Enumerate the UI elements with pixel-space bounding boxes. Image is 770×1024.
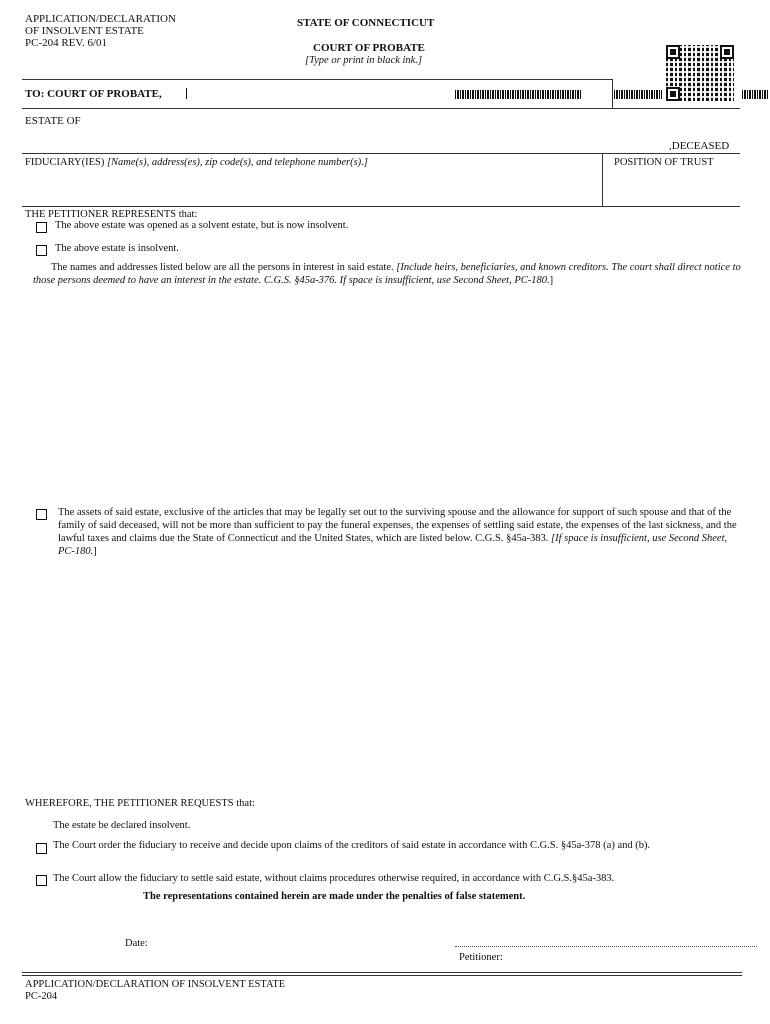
petitioner-signature-line[interactable]	[455, 946, 757, 947]
claims-procedure-checkbox[interactable]	[36, 843, 47, 854]
estate-label: ESTATE OF	[25, 115, 81, 127]
form-title-line1: APPLICATION/DECLARATION	[25, 13, 176, 25]
persons-list-area[interactable]	[33, 302, 743, 500]
represents-heading: THE PETITIONER REPRESENTS that:	[25, 209, 198, 220]
form-id: PC-204 REV. 6/01	[25, 37, 108, 49]
barcode-icon	[455, 90, 581, 99]
footer-form-id: PC-204	[25, 991, 58, 1002]
settle-without-claims-checkbox[interactable]	[36, 875, 47, 886]
solvent-now-insolvent-label: The above estate was opened as a solvent estate, but is now insolvent.	[55, 220, 349, 231]
barcode-icon-3	[742, 90, 768, 99]
assets-insufficient-checkbox[interactable]	[36, 509, 47, 520]
petitioner-label: Petitioner:	[459, 952, 503, 963]
penalty-statement: The representations contained herein are made under the penalties of false statement.	[143, 891, 526, 902]
declared-insolvent-text: The estate be declared insolvent.	[53, 820, 191, 831]
state-heading: STATE OF CONNECTICUT	[297, 17, 435, 29]
fiduciary-label: FIDUCIARY(IES)	[25, 157, 105, 168]
position-of-trust-label: POSITION OF TRUST	[614, 157, 714, 168]
deceased-label: ,DECEASED	[669, 140, 730, 152]
settle-without-claims-label: The Court allow the fiduciary to settle said estate, without claims procedures otherwise required, in accordance with C.G.S.§45a-383.	[53, 873, 615, 884]
estate-insolvent-checkbox[interactable]	[36, 245, 47, 256]
fiduciary-field[interactable]	[25, 157, 368, 168]
barcode-icon-2	[614, 90, 662, 99]
persons-in-interest-text: The names and addresses listed below are all the persons in interest in said estate. [Include heirs, beneficiaries, and known creditors. The court shall direct notice to those persons deemed to have an interest in the estate. C.G.S. §45a-376. If space is insufficient, use Second Sheet, PC-180.]	[33, 262, 741, 286]
assets-text: The assets of said estate, exclusive of the articles that may be legally set out to the surviving spouse and the allowance for support of such spouse and that of the family of said deceased, will not be more than sufficient to pay the funeral expenses, the expenses of settling said estate, the expenses of the last sickness, and the lawful taxes and claims due the State of Connecticut and the United States, which are listed below. C.G.S. §45a-383. [If space is insufficient, use Second Sheet, PC-180.]	[58, 507, 737, 557]
footer-block	[25, 979, 285, 1003]
ink-instruction: [Type or print in black ink.]	[305, 55, 423, 66]
claims-list-area[interactable]	[33, 560, 743, 790]
form-title-line2: OF INSOLVENT ESTATE	[25, 25, 144, 37]
estate-insolvent-label: The above estate is insolvent.	[55, 243, 179, 254]
to-court-label: TO: COURT OF PROBATE,	[25, 88, 162, 100]
text-cursor	[186, 88, 187, 99]
requests-heading: WHEREFORE, THE PETITIONER REQUESTS that:	[25, 798, 255, 809]
fiduciary-hint: [Name(s), address(es), zip code(s), and telephone number(s).]	[106, 157, 368, 168]
date-label: Date:	[125, 938, 148, 949]
qr-code-icon	[666, 45, 734, 101]
claims-procedure-label: The Court order the fiduciary to receive and decide upon claims of the creditors of said estate in accordance with C.G.S. §45a-378 (a) and (b).	[53, 840, 651, 851]
form-title-block	[25, 13, 176, 49]
court-heading: COURT OF PROBATE	[313, 42, 425, 54]
solvent-now-insolvent-checkbox[interactable]	[36, 222, 47, 233]
footer-title: APPLICATION/DECLARATION OF INSOLVENT ESTATE	[25, 979, 286, 990]
date-field[interactable]	[160, 936, 360, 950]
